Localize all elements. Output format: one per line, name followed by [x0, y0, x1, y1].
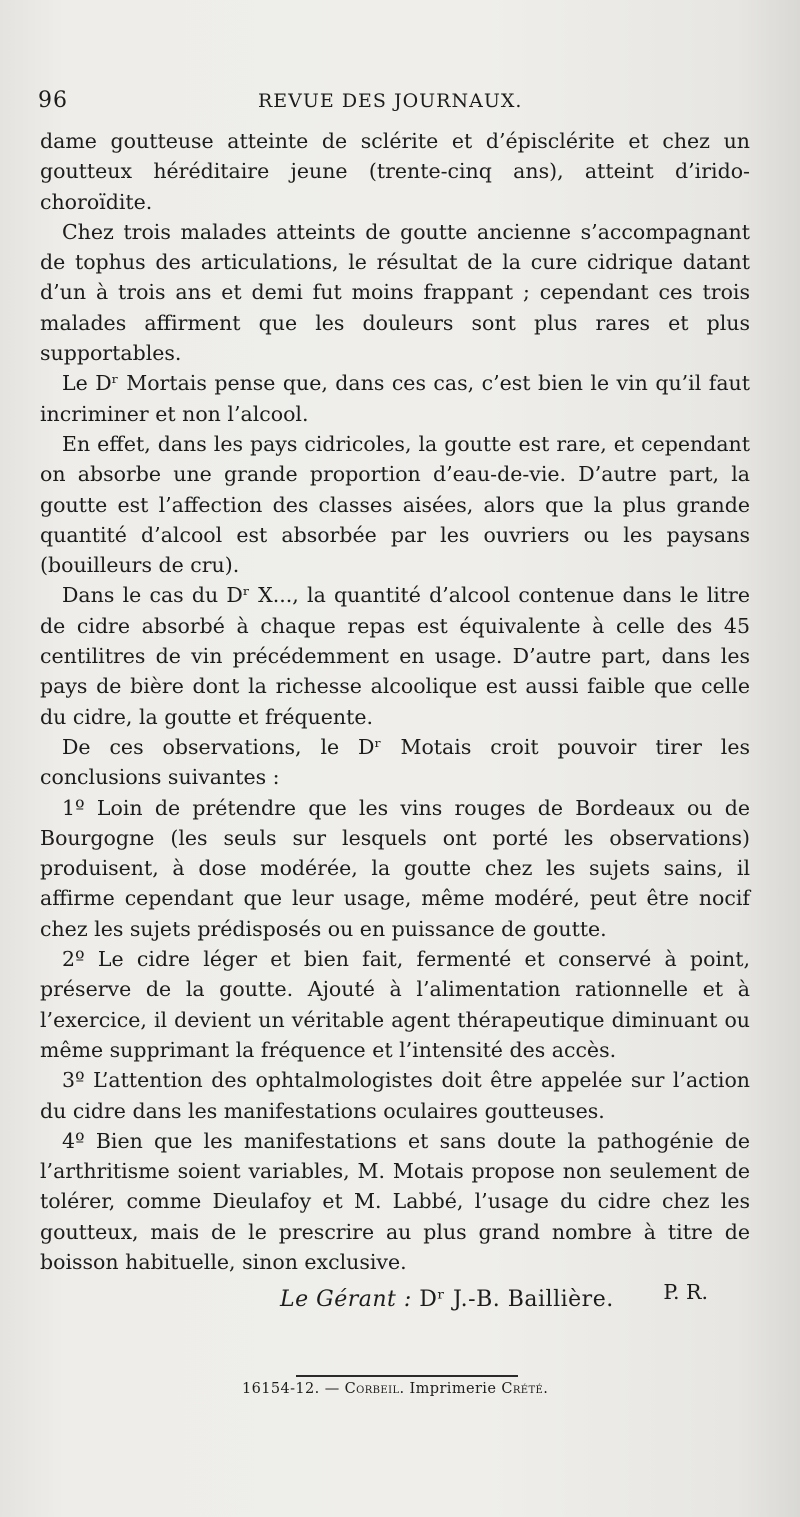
conclusion-item-2: 2º Le cidre léger et bien fait, fermenté et conservé à point, préserve de la goutte. Ajouté à l’alimentation rationnelle et à l’exercice, il devient un véritable agent thérapeutique diminuant ou même supprimant la fréquence et l’intensité des accès. — [40, 947, 750, 1062]
article-body — [40, 126, 750, 1308]
running-title: REVUE DES JOURNAUX. — [258, 90, 523, 112]
imprint-printer-prefix: Imprimerie — [409, 1381, 497, 1397]
paragraph: Chez trois malades atteints de goutte ancienne s’accompagnant de tophus des articulations, le résultat de la cure cidrique datant d’un à trois ans et demi fut moins frappant ; cependant ces trois malades affirment que les douleurs sont plus rares et plus supportables. — [40, 219, 750, 366]
footer-rule — [296, 1375, 518, 1377]
gerant-label: Le Gérant : — [280, 1287, 412, 1312]
page-number: 96 — [38, 88, 68, 113]
page-header — [38, 88, 758, 118]
gerant-line — [280, 1287, 740, 1312]
imprint-place: Corbeil. — [344, 1381, 405, 1397]
paragraph: Le Dʳ Mortais pense que, dans ces cas, c’est bien le vin qu’il faut incriminer et non l’alcool. — [40, 371, 750, 426]
imprint-printer-name: Crété. — [501, 1381, 549, 1397]
imprint-dash: — — [324, 1381, 340, 1397]
conclusion-item-3: 3º L’attention des ophtalmologistes doit être appelée sur l’action du cidre dans les manifestations oculaires goutteuses. — [40, 1068, 750, 1123]
paragraph-continuation: dame goutteuse atteinte de sclérite et d’épisclérite et chez un goutteux héréditaire jeune (trente-cinq ans), atteint d’irido-choroïdite. — [40, 129, 750, 214]
paragraph: Dans le cas du Dʳ X..., la quantité d’alcool contenue dans le litre de cidre absorbé à chaque repas est équivalente à celle des 45 centilitres de vin précédemment en usage. D’autre part, dans les pays de bière dont la richesse alcoolique est aussi faible que celle du cidre, la goutte et fréquente. — [40, 583, 750, 729]
paragraph: En effet, dans les pays cidricoles, la goutte est rare, et cependant on absorbe une grande proportion d’eau-de-vie. D’autre part, la goutte est l’affection des classes aisées, alors que la plus grande quantité d’alcool est absorbée par les ouvriers ou les paysans (bouilleurs de cru). — [40, 431, 750, 578]
paragraph: De ces observations, le Dʳ Motais croit pouvoir tirer les conclusions suivantes : — [40, 734, 750, 790]
conclusion-item-1: 1º Loin de prétendre que les vins rouges de Bordeaux ou de Bourgogne (les seuls sur lesquels ont porté les observations) produisent, à dose modérée, la goutte chez les sujets sains, il affirme cependant que leur usage, même modéré, peut être nocif chez les sujets prédisposés ou en puissance de goutte. — [40, 795, 750, 941]
imprint-number: 16154-12. — [242, 1381, 320, 1397]
gerant-name: Dʳ J.-B. Baillière. — [419, 1287, 614, 1312]
conclusion-item-4: 4º Bien que les manifestations et sans doute la pathogénie de l’arthritisme soient variables, M. Motais propose non seulement de tolérer, comme Dieulafoy et M. Labbé, l’usage du cidre chez les goutteux, mais de le prescrire au plus grand nombre à titre de boisson habituelle, sinon exclusive. — [40, 1128, 750, 1274]
author-initials: P. R. — [663, 1280, 708, 1305]
imprint-footer — [242, 1381, 662, 1397]
